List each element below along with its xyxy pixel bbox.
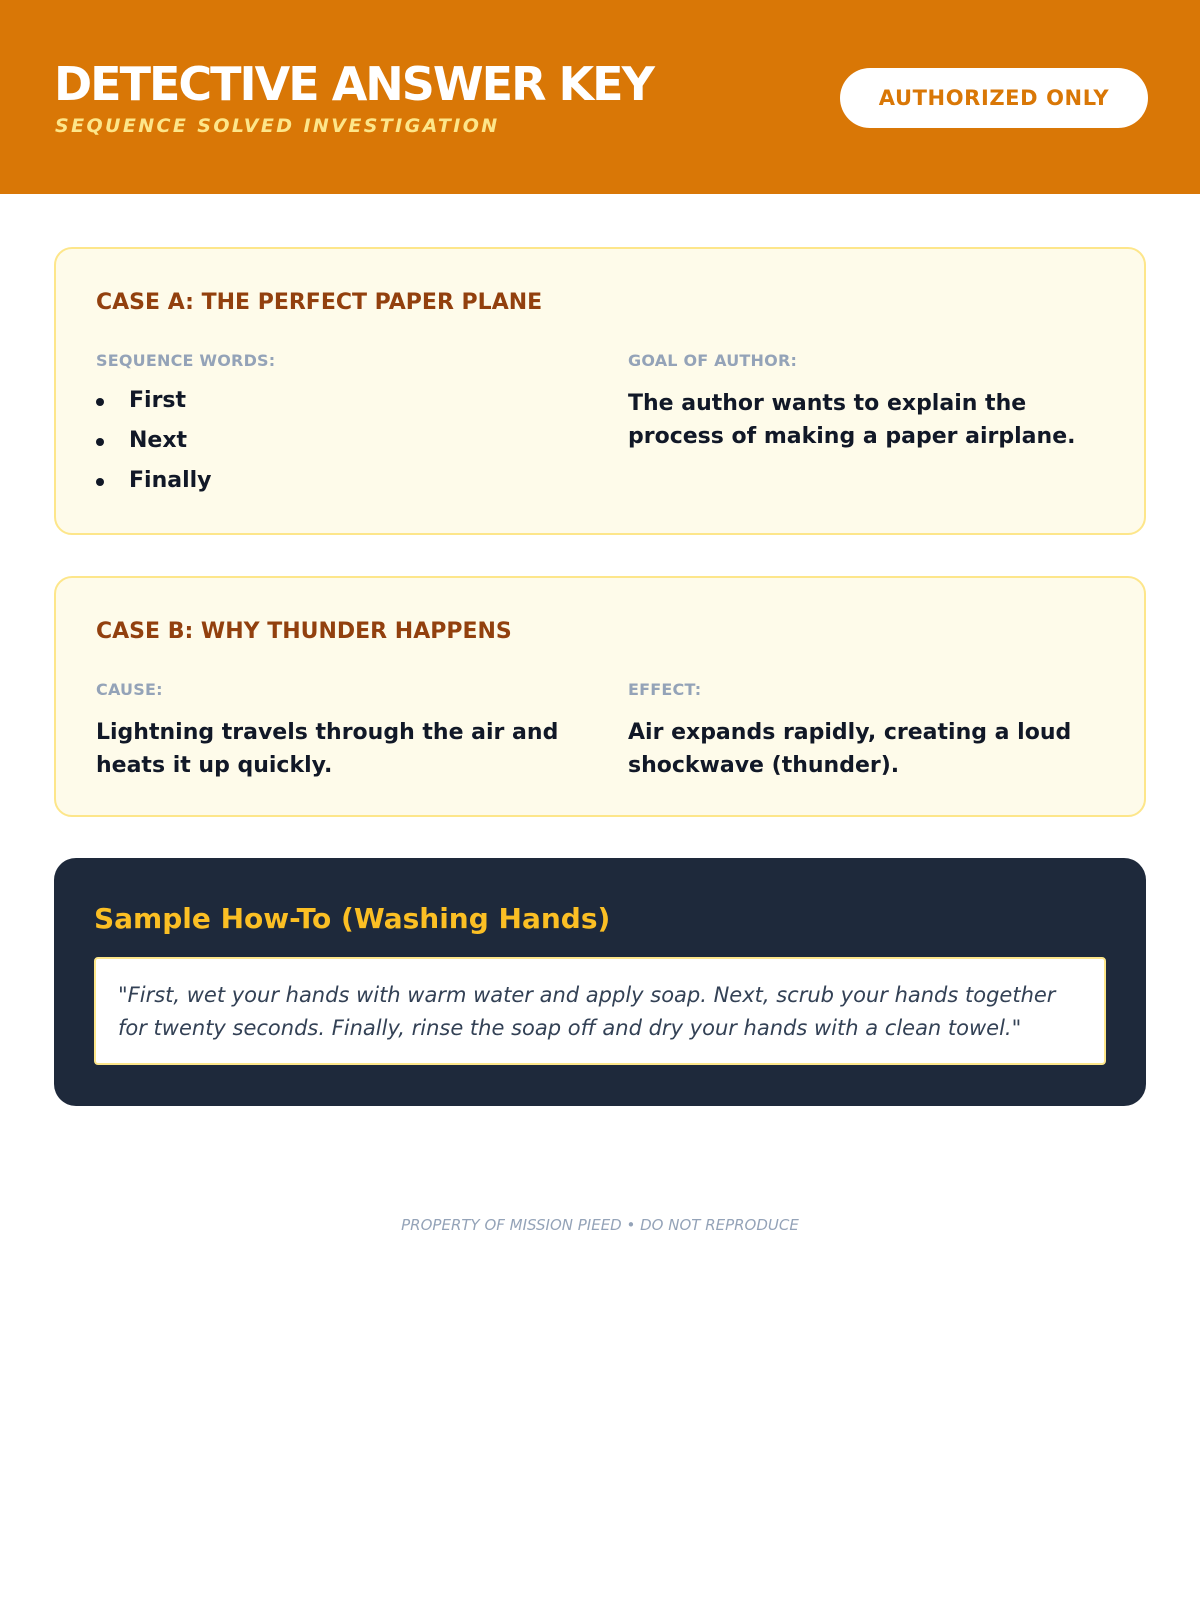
sequence-word-item (96, 381, 576, 421)
goal-column (628, 351, 1108, 453)
sequence-word-item (96, 421, 576, 461)
case-b-card (54, 576, 1146, 817)
sequence-words-label: SEQUENCE WORDS: (96, 351, 276, 370)
sample-how-to-panel (54, 858, 1146, 1106)
sequence-words-column (96, 351, 576, 501)
sequence-word-text: Finally (129, 468, 212, 493)
goal-text: The author wants to explain the process of making a paper airplane. (628, 391, 1076, 449)
case-b-title: CASE B: WHY THUNDER HAPPENS (96, 619, 512, 644)
sequence-word-text: First (129, 388, 187, 413)
header-banner (0, 0, 1200, 194)
authorized-badge: AUTHORIZED ONLY (840, 68, 1148, 128)
page-title: DETECTIVE ANSWER KEY (54, 57, 653, 111)
sequence-word-item (96, 461, 576, 501)
case-a-title: CASE A: THE PERFECT PAPER PLANE (96, 290, 543, 315)
bullet-icon (96, 398, 104, 406)
cause-text: Lightning travels through the air and heats it up quickly. (96, 720, 559, 778)
cause-label: CAUSE: (96, 680, 163, 699)
case-a-card (54, 247, 1146, 535)
bullet-icon (96, 438, 104, 446)
sample-title: Sample How-To (Washing Hands) (94, 902, 611, 935)
footer-note: PROPERTY OF MISSION PIEED • DO NOT REPRODUCE (401, 1216, 799, 1234)
page-subtitle: SEQUENCE SOLVED INVESTIGATION (55, 115, 500, 137)
effect-label: EFFECT: (628, 680, 702, 699)
cause-column (96, 680, 576, 782)
sample-quote: "First, wet your hands with warm water and apply soap. Next, scrub your hands together for twenty seconds. Finally, rinse the soap off and dry your hands with a clean towel." (94, 957, 1106, 1065)
effect-column (628, 680, 1108, 782)
sequence-words-list (96, 381, 576, 501)
effect-text: Air expands rapidly, creating a loud shockwave (thunder). (628, 720, 1072, 778)
sequence-word-text: Next (129, 428, 188, 453)
goal-label: GOAL OF AUTHOR: (628, 351, 798, 370)
bullet-icon (96, 478, 104, 486)
